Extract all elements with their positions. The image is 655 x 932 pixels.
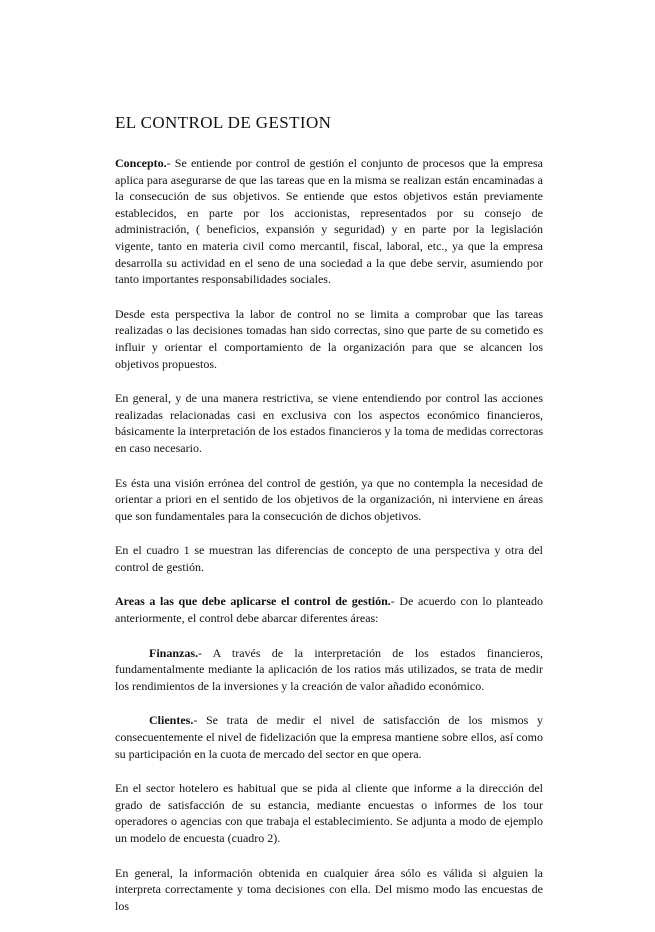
paragraph	[115, 475, 543, 525]
paragraph-text: - A través de la interpretación de los estados financieros, fundamentalmente mediante la aplicación de los ratios más utilizados, se trata de medir los rendimientos de la inversiones y la creación de valor añadido económico.	[115, 645, 543, 693]
paragraph	[115, 780, 543, 846]
page-title: EL CONTROL DE GESTION	[115, 113, 332, 132]
paragraph-concepto	[115, 155, 543, 288]
paragraph-text: Desde esta perspectiva la labor de control no se limita a comprobar que las tareas realizadas o las decisiones tomadas han sido correctas, sino que parte de su cometido es influir y orientar el comportamiento de la organización para que se alcancen los objetivos propuestos.	[115, 306, 543, 371]
paragraph	[115, 390, 543, 456]
paragraph-text: En el cuadro 1 se muestran las diferencias de concepto de una perspectiva y otra del control de gestión.	[115, 543, 543, 574]
paragraph-label: Clientes.	[149, 713, 194, 728]
paragraph-text: - Se entiende por control de gestión el conjunto de procesos que la empresa aplica para asegurarse de que las tareas que en la misma se realizan están encaminadas a la consecución de sus objetivos. Se entiende que estos objetivos están previamente establecidos, en parte por los accionistas, representados por su consejo de administración, ( beneficios, expansión y seguridad) y en parte por la legislación vigente, tanto en materia civil como mercantil, fiscal, laboral, etc., ya que la empresa desarrolla su actividad en el seno de una sociedad a la que debe servir, asumiendo por tanto importantes responsabilidades sociales.	[115, 156, 543, 287]
paragraph-text: - De acuerdo con lo planteado anteriormente, el control debe abarcar diferentes áreas:	[115, 594, 543, 626]
paragraph-text: - Se trata de medir el nivel de satisfacción de los mismos y consecuentemente el nivel de fidelización que la empresa mantiene sobre ellos, así como su participación en la cuota de mercado del sector en que opera.	[115, 713, 543, 761]
paragraph-areas	[115, 593, 543, 626]
paragraph-text: En el sector hotelero es habitual que se pida al cliente que informe a la dirección del grado de satisfacción de su estancia, mediante encuestas o informes de los tour operadores o agencias con que trabaja el establecimiento. Se adjunta a modo de ejemplo un modelo de encuesta (cuadro 2).	[115, 781, 543, 845]
document-body	[115, 155, 543, 932]
paragraph-label: Concepto.	[115, 156, 167, 170]
paragraph-finanzas	[115, 645, 543, 695]
paragraph-text: En general, la información obtenida en cualquier área sólo es válida si alguien la interpreta correctamente y toma decisiones con ella. Del mismo modo las encuestas de los	[115, 865, 543, 913]
paragraph-label: Finanzas.	[149, 645, 199, 660]
paragraph-text: En general, y de una manera restrictiva, se viene entendiendo por control las acciones realizadas relacionadas casi en exclusiva con los aspectos económico financieros, básicamente la interpretación de los estados financieros y la toma de medidas correctoras en caso necesario.	[115, 391, 543, 455]
paragraph-label: Areas a las que debe aplicarse el control de gestión.	[115, 594, 391, 609]
paragraph-clientes	[115, 712, 543, 762]
paragraph-text: Es ésta una visión errónea del control de gestión, ya que no contempla la necesidad de orientar a priori en el sentido de los objetivos de la organización, ni interviene en áreas que son fundamentales para la consecución de dichos objetivos.	[115, 475, 543, 523]
paragraph	[115, 865, 543, 915]
paragraph	[115, 542, 543, 575]
paragraph	[115, 306, 543, 372]
